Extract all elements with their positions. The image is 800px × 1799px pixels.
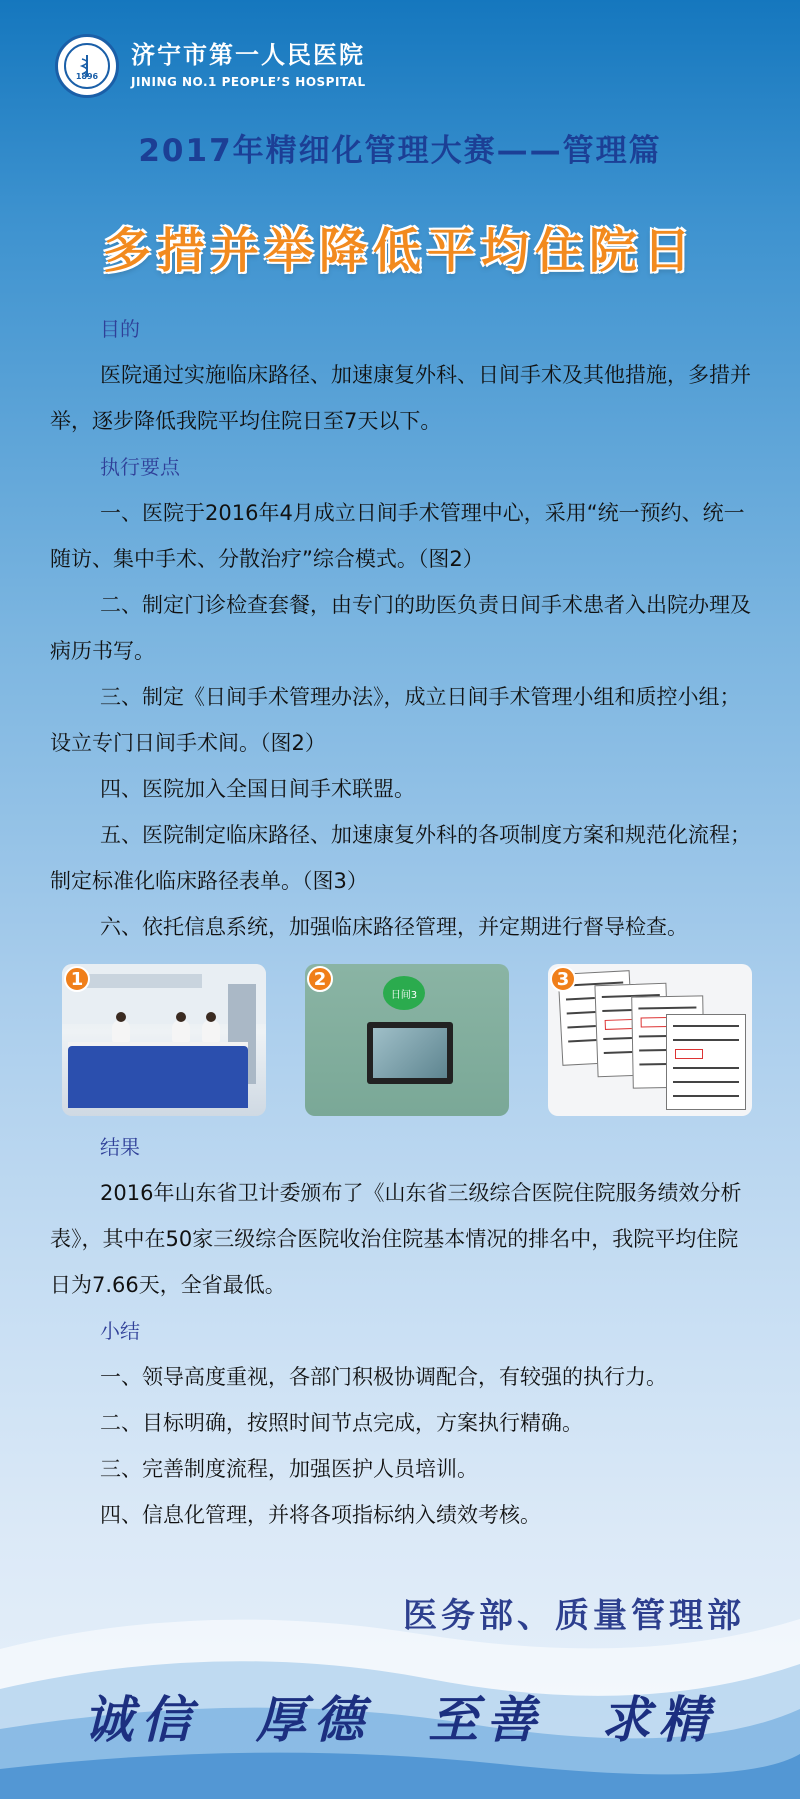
key-point-item: 六、依托信息系统，加强临床路径管理，并定期进行督导检查。 [100,915,688,939]
photo-surgery-door [305,964,509,1116]
summary-item: 一、领导高度重视，各部门积极协调配合，有较强的执行力。 [100,1365,667,1389]
poster-content [50,306,752,1538]
department-name: 医务部、质量管理部 [403,1596,745,1636]
motto-word: 至善 [428,1690,545,1749]
photo-badge: 3 [550,966,576,992]
key-points-heading: 执行要点 [100,455,180,479]
hospital-name-en: JINING NO.1 PEOPLE’S HOSPITAL [131,75,366,89]
photo-badge: 2 [307,966,333,992]
photo-badge: 1 [64,966,90,992]
page-title: 多措并举降低平均住院日 [102,223,697,279]
key-point-item: 四、医院加入全国日间手术联盟。 [100,777,415,801]
door-label: 日间3 [383,976,425,1010]
motto-word: 厚德 [255,1690,372,1749]
key-point-item: 二、制定门诊检查套餐，由专门的助医负责日间手术患者入出院办理及病历书写。 [50,593,751,663]
key-point-item: 三、制定《日间手术管理办法》，成立日间手术管理小组和质控小组；设立专门日间手术间。（图2） [50,685,741,755]
result-heading: 结果 [100,1135,140,1159]
key-point-item: 一、医院于2016年4月成立日间手术管理中心，采用“统一预约、统一随访、集中手术、分散治疗”综合模式。（图2） [50,501,745,571]
caduceus-icon [64,43,110,89]
summary-item: 二、目标明确，按照时间节点完成，方案执行精确。 [100,1411,583,1435]
purpose-text: 医院通过实施临床路径、加速康复外科、日间手术及其他措施，多措并举，逐步降低我院平均住院日至7天以下。 [50,363,751,433]
hospital-name-cn: 济宁市第一人民医院 [131,41,365,69]
result-text: 2016年山东省卫计委颁布了《山东省三级综合医院住院服务绩效分析表》，其中在50家三级综合医院收治住院基本情况的排名中，我院平均住院日为7.66天，全省最低。 [50,1181,742,1297]
photo-row [62,964,752,1116]
photo-reception-desk [62,964,266,1116]
hospital-header [55,34,366,98]
summary-item: 四、信息化管理，并将各项指标纳入绩效考核。 [100,1503,541,1527]
summary-item: 三、完善制度流程，加强医护人员培训。 [100,1457,478,1481]
motto [0,1680,800,1752]
logo-year: 1896 [75,72,99,81]
motto-word: 诚信 [83,1690,200,1749]
key-point-item: 五、医院制定临床路径、加速康复外科的各项制度方案和规范化流程；制定标准化临床路径表单。（图3） [50,823,751,893]
photo-pathway-forms [548,964,752,1116]
subtitle: 2017年精细化管理大赛——管理篇 [138,133,662,169]
summary-heading: 小结 [100,1319,140,1343]
motto-word: 求精 [600,1690,717,1749]
purpose-heading: 目的 [100,317,140,341]
hospital-logo [55,34,119,98]
